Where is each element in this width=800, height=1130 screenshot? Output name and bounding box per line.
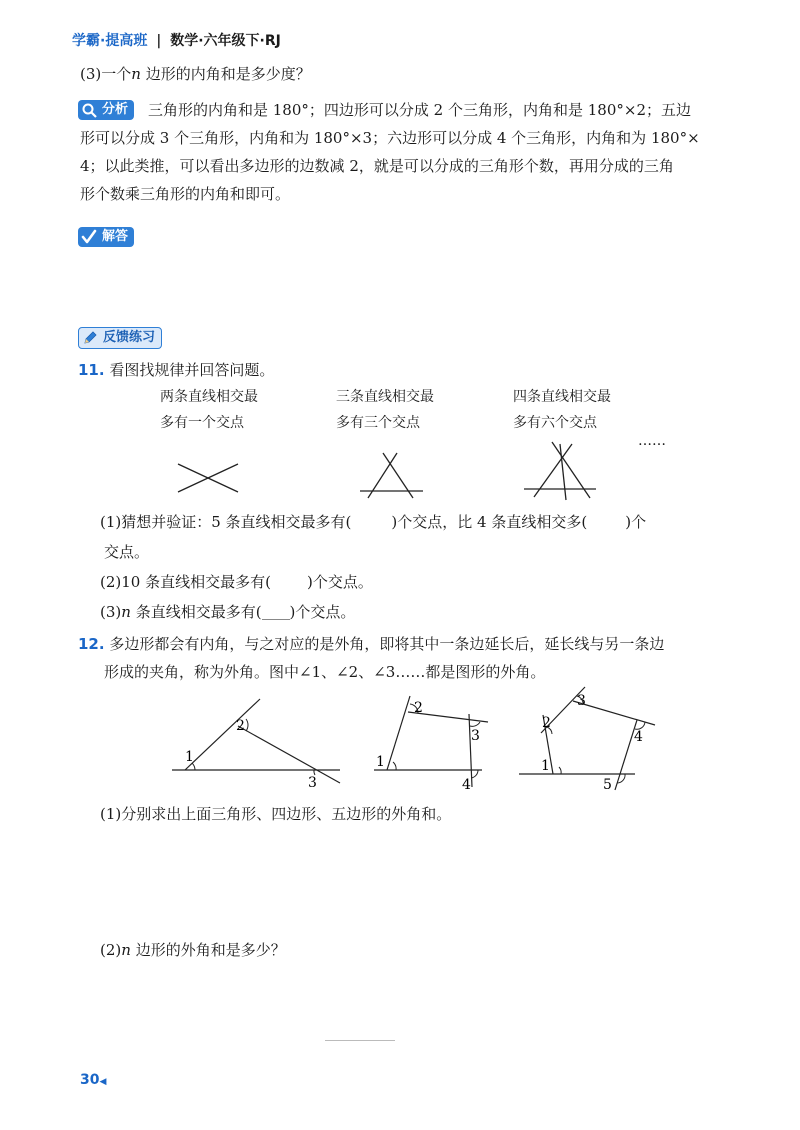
analysis-line-2: 形可以分成 3 个三角形，内角和为 180°×3；六边形可以分成 4 个三角形，内角和为 180°× [80,129,700,147]
angle-label: 2 [542,715,551,731]
q12-sub2-part-b: 边形的外角和是多少？ [130,941,286,959]
angle-label: 1 [376,754,385,770]
caption-3-line-1: 四条直线相交最 [513,389,611,405]
caption-three-lines [336,384,434,436]
q11-sub1-part-b: )个交点，比 4 条直线相交多( [391,513,588,531]
q3-suffix: 边形的内角和是多少度？ [140,65,311,83]
analysis-line-4: 形个数乘三角形的内角和即可。 [80,185,291,203]
angle-label: 4 [634,729,643,745]
angle-label: 2 [414,700,423,716]
answer-tag [78,225,134,247]
q11-sub3-part-b: )个交点。 [289,603,356,621]
header-divider: | [156,33,162,49]
q3-prefix: (3)一个 [80,65,132,83]
q3-n: n [131,65,141,83]
three-lines-figure [355,450,430,500]
footer-divider [325,1040,395,1041]
subject-title: 数学·六年级下·RJ [170,33,281,49]
checkmark-icon [81,229,97,245]
q11-sub1-continued: 交点。 [104,543,150,561]
question-11-title [78,356,274,384]
blank-4[interactable] [262,607,290,620]
q11-sub2-part-b: )个交点。 [306,573,373,591]
page-header [72,30,281,50]
answer-label: 解答 [102,229,129,244]
four-lines-figure [522,440,602,502]
q12-line-2: 形成的夹角，称为外角。图中∠1、∠2、∠3……都是图形的外角。 [104,663,546,681]
page-number [80,1072,106,1088]
q12-sub2 [100,936,286,964]
q11-sub3: (3)n 条直线相交最多有( )个交点。 [100,603,356,621]
q12-line-1: 多边形都会有内角，与之对应的是外角，即将其中一条边延长后，延长线与另一条边 [109,635,665,653]
angle-label: 5 [603,777,612,793]
angle-label: 1 [185,749,194,765]
angle-label: 3 [308,775,317,791]
caption-four-lines [513,384,611,436]
angle-label: 3 [577,693,586,709]
q12-sub2-n: n [121,941,131,959]
page-number-value: 30 [80,1072,100,1088]
analysis-label: 分析 [102,102,129,117]
q11-sub1-part-a: (1)猜想并验证：5 条直线相交最多有( [100,513,352,531]
q11-sub1 [100,508,740,536]
q12-sub2-part-a: (2) [100,941,122,959]
ellipsis: …… [638,433,666,449]
analysis-line-1: 三角形的内角和是 180°；四边形可以分成 2 个三角形，内角和是 180°×2；五边 [148,101,691,119]
triangle-figure [170,695,345,795]
question-3 [80,60,311,88]
question-12 [78,630,738,686]
angle-label: 4 [462,777,471,793]
angle-label: 3 [471,728,480,744]
q11-sub3-part-a: 条直线相交最多有( [130,603,262,621]
pencil-icon [82,330,98,346]
q11-number: 11. [78,361,105,379]
caption-3-line-2: 多有六个交点 [513,415,597,431]
feedback-label: 反馈练习 [103,330,156,345]
pentagon-figure [515,685,665,797]
caption-2-line-2: 多有三个交点 [336,415,420,431]
two-lines-figure [170,450,250,500]
q11-sub1-part-c: )个 [625,513,647,531]
caption-1-line-1: 两条直线相交最 [160,389,258,405]
triangle-left-icon: ◀ [99,1077,107,1087]
quadrilateral-figure [372,692,502,797]
q11-sub2 [100,568,373,596]
analysis-line-3: 4；以此类推，可以看出多边形的边数减 2，就是可以分成的三角形个数，再用分成的三角 [80,157,674,175]
brand-title: 学霸·提高班 [72,33,148,49]
angle-label: 2 [236,718,245,734]
analysis-text [80,96,730,208]
caption-2-line-1: 三条直线相交最 [336,389,434,405]
q12-number: 12. [78,635,105,653]
angle-label: 1 [541,758,550,774]
q12-sub1: (1)分别求出上面三角形、四边形、五边形的外角和。 [100,805,452,823]
caption-two-lines [160,384,258,436]
q11-title: 看图找规律并回答问题。 [109,361,275,379]
feedback-tag [78,326,162,349]
q11-sub3-n: n [121,603,131,621]
caption-1-line-2: 多有一个交点 [160,415,244,431]
q11-sub2-part-a: (2)10 条直线相交最多有( [100,573,271,591]
